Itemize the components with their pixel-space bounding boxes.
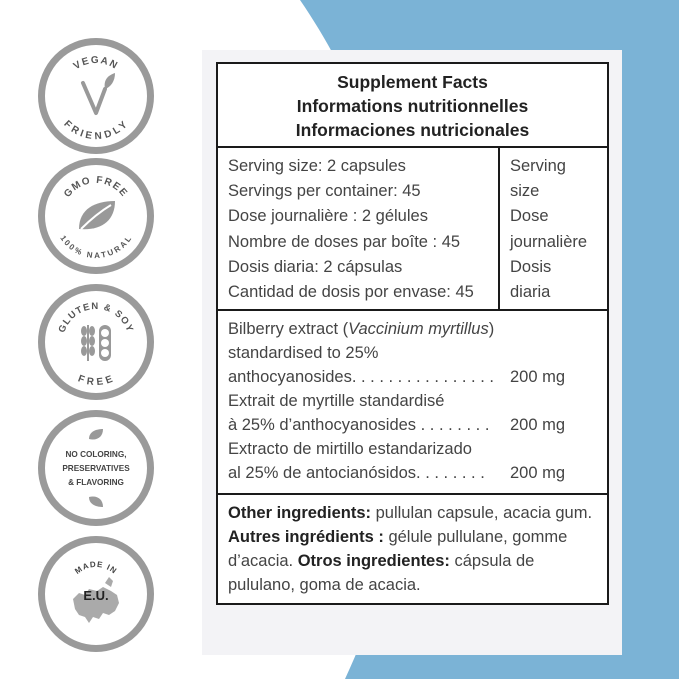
serving-header-line: diaria (510, 283, 551, 302)
ingredient-fr-line-1: Extrait de myrtille standardisé (228, 392, 445, 411)
badge-column (38, 0, 158, 679)
ingredient-es-line-2: al 25% de antocianósidos. . . . . . . . 200 mg (228, 461, 607, 485)
ingredient-en-line-1: Bilberry extract (Vaccinium myrtillus) (228, 320, 495, 339)
vegan-badge-bottom-text: FRIENDLY (61, 118, 131, 143)
gluten-badge-bottom-text: FREE (76, 373, 116, 389)
servings-per-container: Servings per container: 45 (228, 182, 421, 201)
svg-text:FREE (76, 373, 115, 388)
serving-header-line: journalière (510, 232, 588, 251)
dosis-diaria: Dosis diaria: 2 cápsulas (228, 257, 403, 276)
serving-header-line: Dose (510, 207, 549, 226)
other-ingredients (218, 495, 607, 603)
facts-title-es: Informaciones nutricionales (295, 120, 530, 140)
gmo-badge-bottom-text: 100% NATURAL (58, 233, 134, 261)
serving-header-line: Dosis (510, 257, 552, 276)
ingredient-es-line-1: Extracto de mirtillo estandarizado (228, 440, 472, 459)
ingredient-en-line-3: anthocyanosides. . . . . . . . . . . . . . . . 200 mg (228, 365, 607, 389)
serving-header-column (500, 148, 607, 309)
nombre-de-doses: Nombre de doses par boîte : 45 (228, 232, 461, 251)
no-coloring-line-2: PRESERVATIVES (62, 464, 130, 473)
leaf-icon (79, 201, 115, 229)
serving-header-line: Serving (510, 157, 566, 175)
made-in-eu-badge (38, 536, 154, 652)
gluten-soy-free-badge (38, 284, 154, 400)
other-text-es: cápsula de pululano, goma de acacia. (228, 552, 535, 595)
eu-badge-top-text: MADE IN (73, 559, 119, 576)
other-label-fr: Autres ingrédients : (228, 528, 384, 547)
serving-details (218, 148, 500, 309)
no-coloring-badge (38, 410, 154, 526)
svg-text:MADE IN (73, 560, 119, 576)
dose-journaliere: Dose journalière : 2 gélules (228, 207, 428, 226)
cantidad-de-dosis: Cantidad de dosis por envase: 45 (228, 283, 474, 302)
facts-title (218, 64, 607, 148)
gmo-badge-top-text: GMO FREE (62, 174, 130, 200)
gluten-badge-top-text: GLUTEN & SOY (56, 300, 136, 335)
svg-text:GLUTEN & SOY (57, 301, 136, 334)
supplement-facts-table (216, 62, 609, 605)
ingredient-es-amount: 200 mg (510, 464, 566, 483)
ingredient-en-line-2: standardised to 25% (228, 344, 379, 363)
other-text-en: pullulan capsule, acacia gum. (371, 504, 593, 523)
ingredient-fr-amount: 200 mg (510, 416, 566, 435)
other-label-es: Otros ingredientes: (297, 552, 450, 571)
active-ingredients (218, 311, 607, 495)
serving-header-line: size (510, 182, 540, 201)
vegan-leaf-icon (83, 73, 115, 113)
vegan-badge (38, 38, 154, 154)
no-coloring-line-3: & FLAVORING (68, 478, 124, 487)
facts-title-fr: Informations nutritionnelles (296, 96, 529, 116)
eu-badge-center-text: E.U. (83, 588, 109, 603)
vegan-badge-top-text: VEGAN (71, 54, 121, 73)
no-coloring-line-1: NO COLORING, (65, 450, 127, 459)
serving-size: Serving size: 2 capsules (228, 157, 406, 175)
ingredient-fr-line-2: à 25% d’anthocyanosides . . . . . . . . 200 mg (228, 413, 607, 437)
svg-text:FRIENDLY (61, 119, 130, 143)
svg-text:GMO FREE (62, 175, 130, 200)
gmo-free-badge (38, 158, 154, 274)
serving-section (218, 148, 607, 311)
svg-text:VEGAN (72, 55, 120, 72)
other-label-en: Other ingredients: (228, 504, 372, 523)
ingredient-en-amount: 200 mg (510, 368, 566, 387)
svg-text:100% NATURAL (58, 234, 133, 260)
other-text-fr: gélule pullulane, gomme d’acacia. (228, 528, 568, 571)
wheat-soy-icon (81, 325, 111, 361)
latin-name: Vaccinium myrtillus (348, 320, 489, 339)
facts-title-en: Supplement Facts (337, 72, 488, 92)
